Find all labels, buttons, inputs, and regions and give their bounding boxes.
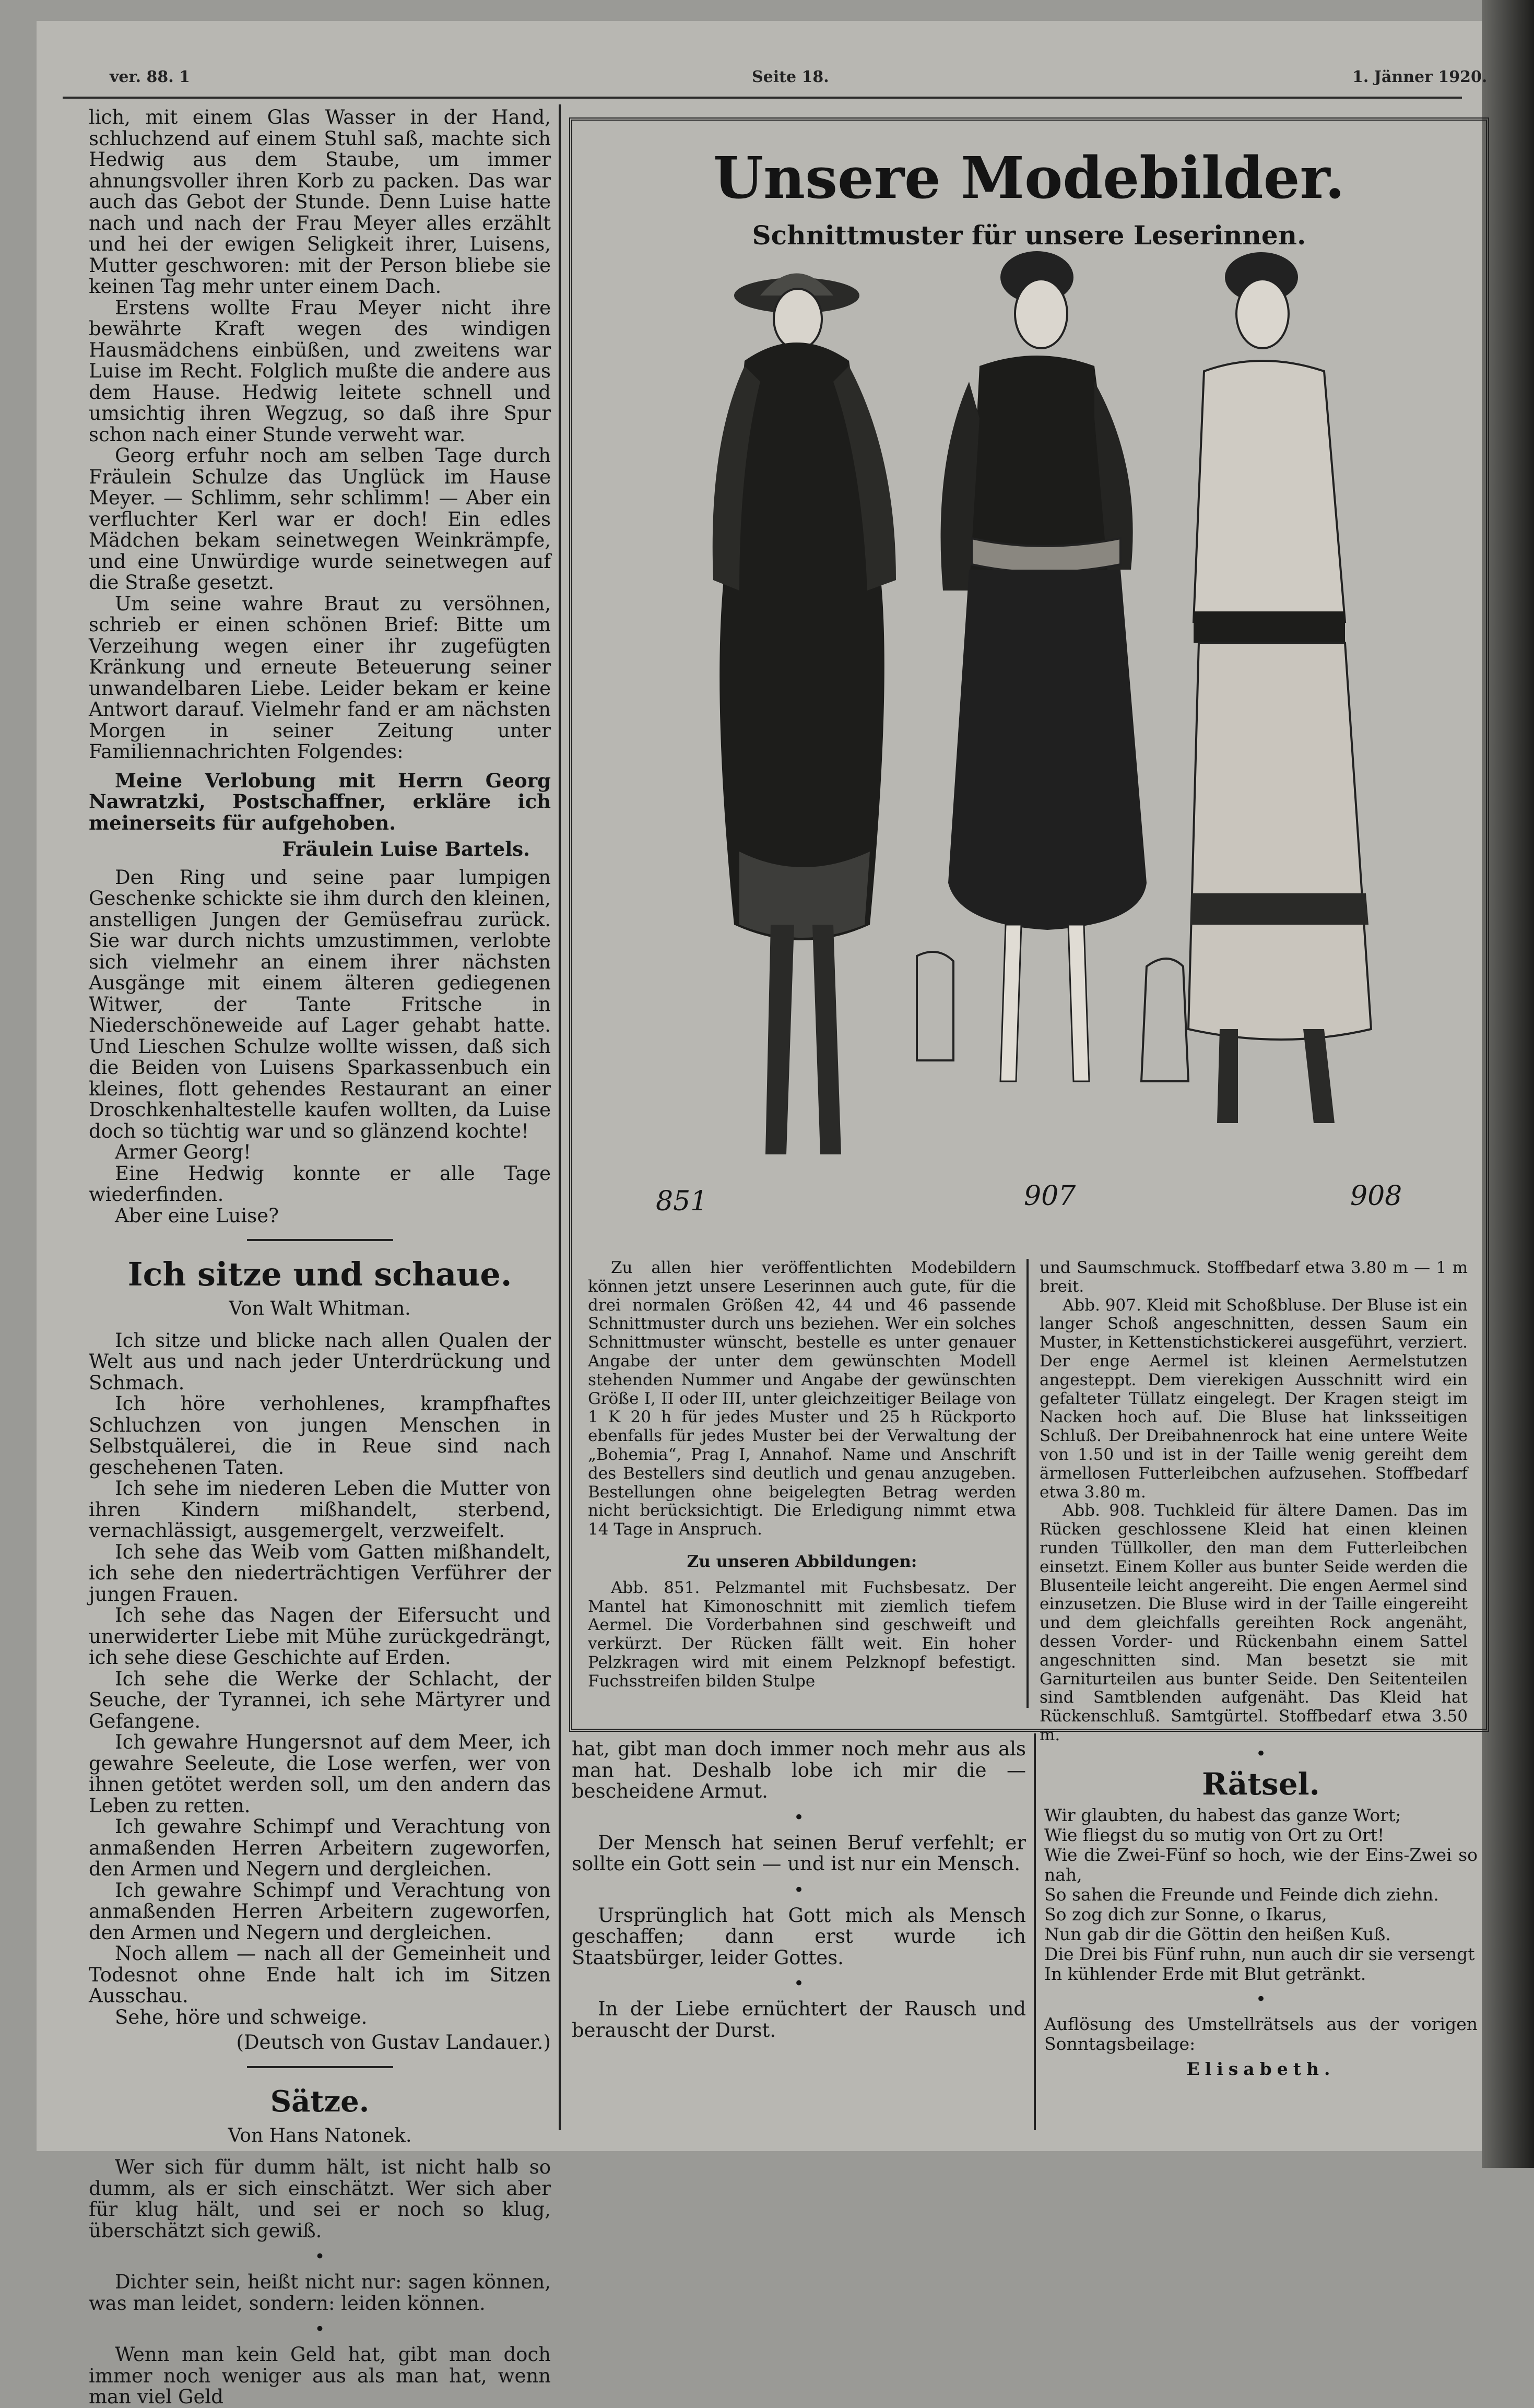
poem-stanza: Ich sehe das Weib vom Gatten mißhandelt, ich sehe den niederträchtigen Verführer der jungen Frauen. <box>89 1540 551 1606</box>
left-column <box>89 107 551 2408</box>
raetsel-column <box>1044 1739 1478 2079</box>
column-divider <box>559 104 561 2130</box>
description-851: Abb. 851. Pelzmantel mit Fuchsbesatz. Der Mantel hat Kimonoschnitt mit ziemlich tiefem Aermel. Die Vorderbahnen sind geschweift und verkürzt. Der Rücken fällt weit. Ein hoher Pelzkragen wird mit einem Pelzknopf befestigt. Fuchsstreifen bilden Stulpe <box>588 1578 1016 1691</box>
story-paragraph: Eine Hedwig konnte er alle Tage wiederfinden. <box>89 1162 551 1206</box>
separator-bullet: • <box>1255 1989 1267 2010</box>
page-header-left: ver. 88. 1 <box>110 68 190 86</box>
saetze-item: hat, gibt man doch immer noch mehr aus als man hat. Deshalb lobe ich mir die — bescheidene Armut. <box>572 1738 1026 1802</box>
story-text <box>89 107 551 1226</box>
poem-credit: (Deutsch von Gustav Landauer.) <box>236 2031 551 2053</box>
poem-stanza: Ich sitze und blicke nach allen Qualen der Welt aus und nach jeder Unterdrückung und Schmach. <box>89 1329 551 1394</box>
story-paragraph: lich, mit einem Glas Wasser in der Hand, schluchzend auf einem Stuhl saß, machte sich Hedwig aus dem Staube, um immer ahnungsvoller ihren Korb zu packen. Das war auch das Gebot der Stunde. Denn Luise hatte nach und nach der Frau Meyer alles erzählt und hei der ewigen Seligkeit ihrer, Luisens, Mutter geschworen: mit der Person bliebe sie keinen Tag mehr unter einem Dach. <box>89 106 551 298</box>
poem-stanza: Ich sehe die Werke der Schlacht, der Seuche, der Tyrannei, ich sehe Märtyrer und Gefangene. <box>89 1667 551 1732</box>
poem-stanza: Ich gewahre Schimpf und Verachtung von anmaßenden Herren Arbeitern zugeworfen, den Armen und Negern und dergleichen. <box>89 1879 551 1944</box>
description-907: Abb. 907. Kleid mit Schoßbluse. Der Bluse ist ein langer Schoß angeschnitten, dessen Saum ein Muster, in Kettenstichstickerei ausgeführt, verziert. Der enge Aermel ist kleinen Aermelstutzen angesteppt. Dem vierekigen Ausschnitt wird ein gefalteter Tüllatz eingelegt. Der Kragen steigt im Nacken hoch auf. Die Bluse hat linksseitigen Schluß. Der Dreibahnenrock hat eine untere Weite von 1.50 und ist in der Taille wenig gereiht dem ärmellosen Futterleibchen aufzusehen. Stoffbedarf etwa 3.80 m. <box>1040 1295 1468 1502</box>
figure-label-908: 908 <box>1350 1181 1402 1212</box>
separator-bullet: • <box>793 1807 805 1828</box>
story-paragraph: Aber eine Luise? <box>115 1204 279 1227</box>
saetze-byline: Von Hans Natonek. <box>228 2124 412 2146</box>
story-paragraph: Um seine wahre Braut zu versöhnen, schrieb er einen schönen Brief: Bitte um Verzeihung wegen einer ihr zugefügten Kränkung und erneute Beteuerung seiner unwandelbaren Liebe. Leider bekam er keine Antwort darauf. Vielmehr fand er am nächsten Morgen in seiner Zeitung unter Familiennachrichten Folgendes: <box>89 592 551 763</box>
fashion-subtitle: Schnittmuster für unsere Leserinnen. <box>752 220 1306 251</box>
raetsel-line: Nun gab dir die Göttin den heißen Kuß. <box>1044 1924 1391 1944</box>
description-continued: und Saumschmuck. Stoffbedarf etwa 3.80 m — 1 m breit. <box>1040 1258 1468 1296</box>
column-divider <box>1034 1733 1036 2130</box>
raetsel-title: Rätsel. <box>1202 1766 1320 1802</box>
raetsel-line: So zog dich zur Sonne, o Ikarus, <box>1044 1904 1327 1925</box>
section-rule <box>247 1239 393 1241</box>
raetsel-solution-label: Auflösung des Umstellrätsels aus der vorigen Sonntagsbeilage: <box>1044 2014 1478 2054</box>
saetze-continued-column <box>572 1739 1026 2041</box>
raetsel-line: Wie fliegst du so mutig von Ort zu Ort! <box>1044 1825 1385 1845</box>
figure-908-cloth-dress <box>1188 252 1371 1123</box>
separator-bullet: • <box>793 1973 805 1994</box>
saetze-item: Der Mensch hat seinen Beruf verfehlt; er sollte ein Gott sein — und ist nur ein Mensch. <box>572 1831 1026 1875</box>
figure-907-dress-with-peplum-blouse <box>917 251 1188 1081</box>
section-rule <box>247 2066 393 2068</box>
poem-stanza: Ich gewahre Hungersnot auf dem Meer, ich gewahre Seeleute, die Lose werfen, wer von ihnen getötet werden soll, um den andern das Leben zu retten. <box>89 1731 551 1817</box>
story-paragraph: Georg erfuhr noch am selben Tage durch Fräulein Schulze das Unglück im Hause Meyer. — Schlimm, sehr schlimm! — Aber ein verfluchter Kerl war er doch! Ein edles Mädchen bekam seinetwegen Weinkrämpfe, und eine Unwürdige wurde seinetwegen auf die Straße gesetzt. <box>89 444 551 594</box>
raetsel-line: Wie die Zwei-Fünf so hoch, wie der Eins-Zwei so nah, <box>1044 1845 1478 1885</box>
figure-label-851: 851 <box>656 1186 708 1217</box>
illustrations-heading: Zu unseren Abbildungen: <box>687 1552 917 1571</box>
raetsel-line: So sahen die Freunde und Feinde dich ziehn. <box>1044 1884 1439 1905</box>
raetsel-line: In kühlender Erde mit Blut getränkt. <box>1044 1964 1366 1984</box>
poem-byline: Von Walt Whitman. <box>229 1298 411 1319</box>
fashion-box <box>569 117 1489 1744</box>
raetsel-line: Wir glaubten, du habest das ganze Wort; <box>1044 1805 1401 1825</box>
poem-title: Ich sitze und schaue. <box>127 1255 512 1293</box>
story-paragraph: Den Ring und seine paar lumpigen Geschenke schickte sie ihm durch den kleinen, anstelligen Jungen der Gemüsefrau zurück. Sie war durch nichts umzustimmen, verlobte sich vielmehr an einem ihrer nächsten Ausgänge mit einem älteren gediegenen Witwer, der Tante Fritsche in Niederschöneweide auf Lager gehabt hatte. Und Lieschen Schulze wollte wissen, daß sich die Beiden von Luisens Sparkassenbuch ein kleines, flott gehendes Restaurant an einer Droschkenhaltestelle kaufen wollten, da Luise doch so tüchtig war und so glänzend kochte! <box>89 866 551 1142</box>
page-header-center: Seite 18. <box>752 68 829 86</box>
raetsel-line: Die Drei bis Fünf ruhn, nun auch dir sie versengt <box>1044 1944 1475 1964</box>
saetze-item: Dichter sein, heißt nicht nur: sagen können, was man leidet, sondern: leiden können. <box>89 2271 551 2315</box>
saetze-item: In der Liebe ernüchtert der Rausch und berauscht der Durst. <box>572 1998 1026 2041</box>
separator-bullet: • <box>314 2246 325 2267</box>
story-signature: Fräulein Luise Bartels. <box>282 837 530 860</box>
saetze-item: Ursprünglich hat Gott mich als Mensch geschaffen; dann erst wurde ich Staatsbürger, leider Gottes. <box>572 1904 1026 1969</box>
story-announcement: Meine Verlobung mit Herrn Georg Nawratzki, Postschaffner, erkläre ich meinerseits für aufgehoben. <box>89 769 551 834</box>
fashion-text-left <box>588 1259 1016 1691</box>
header-rule <box>63 97 1462 99</box>
poem-stanza: Ich sehe das Nagen der Eifersucht und unerwiderter Liebe mit Mühe zurückgedrängt, ich sehe diese Geschichte auf Erden. <box>89 1604 551 1669</box>
fashion-text-right <box>1040 1259 1468 1745</box>
poem-stanza: Ich sehe im niederen Leben die Mutter von ihren Kindern mißhandelt, sterbend, vernachlässigt, ausgemergelt, verzweifelt. <box>89 1477 551 1542</box>
description-908: Abb. 908. Tuchkleid für ältere Damen. Das im Rücken geschlossene Kleid hat einen kleinen runden Tüllkoller, den man dem Futterleibchen einsetzt. Einem Koller aus bunter Seide werden die Blusenteile leicht angereiht. Die engen Aermel sind einzusetzen. Die Bluse wird in der Taille eingereiht und dem gleichfalls gereihten Rock angenäht, dessen Vorder- und Rückenbahn einem Sattel angeschnitten sind. Man besetzt sie mit Garniturteilen aus bunter Seide. Den Seitenteilen sind Samtblenden aufgenäht. Das Kleid hat Rückenschluß. Samtgürtel. Stoffbedarf etwa 3.50 m. <box>1040 1501 1468 1744</box>
separator-bullet: • <box>793 1879 805 1901</box>
page-edge-shadow <box>1482 0 1534 2168</box>
saetze-item: Wer sich für dumm hält, ist nicht halb so dumm, als er sich einschätzt. Wer sich aber für klug hält, und sei er noch so klug, überschätzt sich gewiß. <box>89 2156 551 2242</box>
poem-stanza: Ich gewahre Schimpf und Verachtung von anmaßenden Herren Arbeitern zugeworfen, den Armen und Negern und dergleichen. <box>89 1815 551 1880</box>
separator-bullet: • <box>314 2319 325 2340</box>
raetsel-solution: Elisabeth. <box>1186 2059 1336 2079</box>
page-header-right: 1. Jänner 1920. <box>1352 68 1488 86</box>
figure-label-907: 907 <box>1024 1181 1076 1212</box>
story-paragraph: Erstens wollte Frau Meyer nicht ihre bewährte Kraft wegen des windigen Hausmädchens einbüßen, und zweitens war Luise im Recht. Folglich mußte die andere aus dem Hause. Hedwig leitete schnell und umsichtig ihren Wegzug, so daß ihre Spur schon nach einer Stunde verweht war. <box>89 296 551 446</box>
fashion-intro: Zu allen hier veröffentlichten Modebildern können jetzt unsere Leserinnen auch gute, für die drei normalen Größen 42, 44 und 46 passende Schnittmuster durch uns beziehen. Wer ein solches Schnittmuster wünscht, bestelle es unter genauer Angabe der unter dem gewünschten Modell stehenden Nummer und Angabe der gewünschten Größe I, II oder III, unter gleichzeitiger Beilage von 1 K 20 h für jedes Muster und 25 h Rückporto ebenfalls für jedes Muster bei der Verwaltung der „Bohemia“, Prag I, Annahof. Name und Anschrift des Bestellers sind deutlich und genau anzugeben. Bestellungen ohne beigelegten Betrag werden nicht berücksichtigt. Die Erledigung nimmt etwa 14 Tage in Anspruch. <box>588 1258 1016 1539</box>
poem-stanza: Noch allem — nach all der Gemeinheit und Todesnot ohne Ende halt ich im Sitzen Ausschau. <box>89 1942 551 2007</box>
story-paragraph: Armer Georg! <box>115 1141 251 1163</box>
poem-stanza: Ich höre verhohlenes, krampfhaftes Schluchzen von jungen Menschen in Selbstquälerei, die in Reue sind nach geschehenen Taten. <box>89 1392 551 1479</box>
fashion-title: Unsere Modebilder. <box>713 144 1345 211</box>
poem-stanza: Sehe, höre und schweige. <box>115 2005 368 2028</box>
saetze-item: Wenn man kein Geld hat, gibt man doch immer noch weniger aus als man hat, wenn man viel Geld <box>89 2343 551 2408</box>
saetze-title: Sätze. <box>270 2084 370 2119</box>
figure-851-fur-coat <box>713 274 896 1155</box>
fashion-column-divider <box>1026 1259 1029 1708</box>
poem-text <box>89 1330 551 2053</box>
separator-bullet: • <box>1255 1743 1267 1764</box>
